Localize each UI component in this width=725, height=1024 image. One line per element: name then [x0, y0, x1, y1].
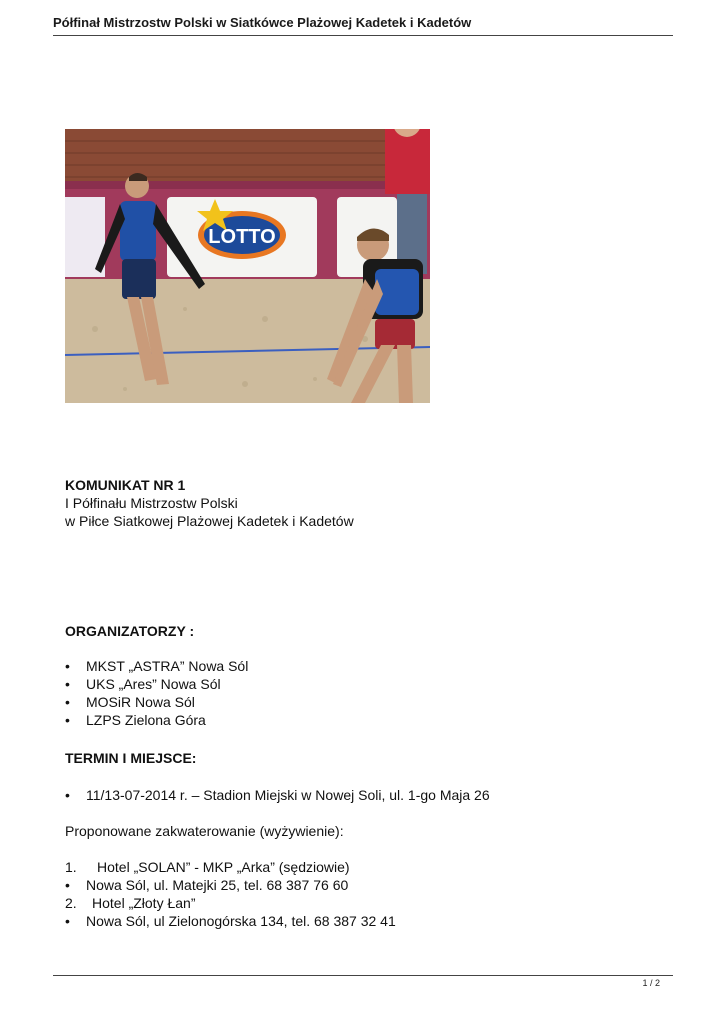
list-number: 1.: [65, 859, 77, 875]
komunikat-line-1: I Półfinału Mistrzostw Polski: [65, 495, 238, 511]
list-item: [65, 693, 248, 711]
bullet-mark: •: [65, 658, 70, 674]
hotel-name: Hotel „SOLAN” - MKP „Arka” (sędziowie): [97, 859, 350, 875]
list-item: [65, 876, 396, 894]
date-place-list: [65, 786, 490, 804]
komunikat-line-2: w Piłce Siatkowej Plażowej Kadetek i Kadetów: [65, 513, 354, 529]
organizers-list: [65, 657, 248, 729]
komunikat-heading: KOMUNIKAT NR 1: [65, 477, 186, 493]
list-item: [65, 912, 396, 930]
bullet-mark: •: [65, 694, 70, 710]
page-header-title: Półfinał Mistrzostw Polski w Siatkówce Plażowej Kadetek i Kadetów: [53, 15, 472, 30]
bullet-mark: •: [65, 787, 70, 803]
footer-divider: [53, 975, 673, 976]
organizer-name: UKS „Ares” Nowa Sól: [86, 676, 221, 692]
list-number: 2.: [65, 895, 77, 911]
organizer-name: MKST „ASTRA” Nowa Sól: [86, 658, 249, 674]
list-item: [65, 675, 248, 693]
bullet-mark: •: [65, 676, 70, 692]
bullet-mark: •: [65, 913, 70, 929]
header-divider: [53, 35, 673, 36]
date-place-text: 11/13-07-2014 r. – Stadion Miejski w Nowej Soli, ul. 1-go Maja 26: [86, 787, 490, 803]
organizers-heading: ORGANIZATORZY :: [65, 623, 195, 639]
hotel-address: Nowa Sól, ul Zielonogórska 134, tel. 68 387 32 41: [86, 913, 396, 929]
list-item: [65, 786, 490, 804]
list-item: [65, 858, 396, 876]
accommodation-intro: Proponowane zakwaterowanie (wyżywienie):: [65, 823, 344, 839]
organizer-name: MOSiR Nowa Sól: [86, 694, 195, 710]
hotel-list: [65, 858, 396, 930]
page-number: 1 / 2: [642, 978, 660, 988]
list-item: [65, 657, 248, 675]
list-item: [65, 894, 396, 912]
lotto-logo-text: LOTTO: [208, 226, 276, 248]
bullet-mark: •: [65, 877, 70, 893]
hotel-name: Hotel „Złoty Łan”: [92, 895, 196, 911]
date-place-heading: TERMIN I MIEJSCE:: [65, 750, 197, 766]
komunikat-block: [65, 476, 354, 530]
organizer-name: LZPS Zielona Góra: [86, 712, 206, 728]
hotel-address: Nowa Sól, ul. Matejki 25, tel. 68 387 76 60: [86, 877, 349, 893]
list-item: [65, 711, 248, 729]
bullet-mark: •: [65, 712, 70, 728]
beach-volleyball-photo: [65, 129, 430, 403]
